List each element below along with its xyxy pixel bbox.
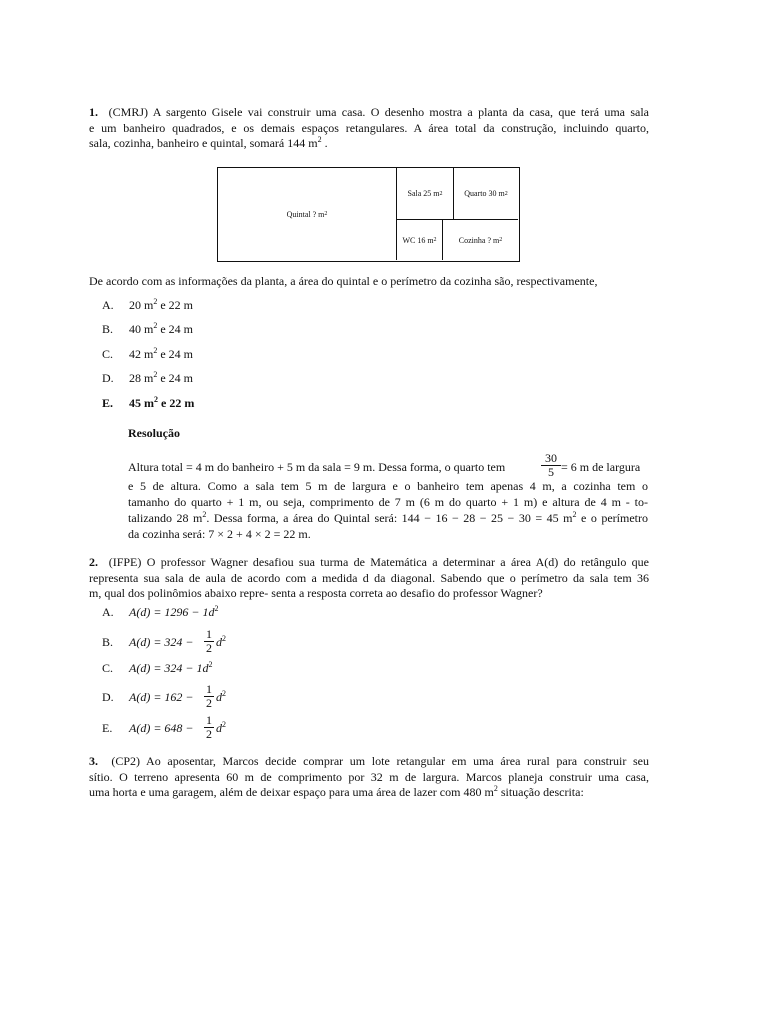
plan-wc: WC 16 m 2 — [397, 220, 443, 260]
question-text: A sargento Gisele vai construir uma casa. O desenho mostra a planta da casa, que terá uma sala — [152, 105, 650, 119]
resolution-title: Resolução — [128, 426, 180, 440]
question-number: 2. — [89, 555, 98, 569]
question-text: m, qual dos polinômios abaixo repre- senta a resposta correta ao desafio do professor Wagner? — [89, 586, 543, 600]
plan-sala: Sala 25 m 2 — [397, 168, 454, 220]
question-text: Ao aposentar, Marcos decide comprar um lote retangular em uma área rural para construir seu — [146, 754, 650, 768]
question-text: e um banheiro quadrados, e os demais espaços retangulares. A área total da construção, incluindo quarto, — [89, 120, 649, 135]
resolution-line-5: da cozinha será: 7 × 2 + 4 × 2 = 22 m. — [128, 527, 311, 541]
house-plan-diagram — [217, 167, 520, 262]
question-source: (CMRJ) — [108, 105, 149, 119]
question-text: sala, cozinha, banheiro e quintal, somará 144 m — [89, 136, 318, 150]
plan-quarto: Quarto 30 m 2 — [454, 168, 518, 220]
question-text: representa sua sala de aula de acordo com a medida d da diagonal. Sabendo que o perímetro da sala tem 36 — [89, 570, 649, 585]
fraction-30-5: $\frac{30}{5}$ — [541, 452, 561, 479]
question-text: sítio. O terreno apresenta 60 m de comprimento por 32 m de largura. Marcos planeja construir uma casa, — [89, 769, 649, 784]
resolution-line-1: Altura total = 4 m do banheiro + 5 m da sala = 9 m. Dessa forma, o quarto tem $\frac{30}{5}$ = 6 m de largura — [128, 451, 641, 479]
question-1: 1. (CMRJ) A sargento Gisele vai construir uma casa. O desenho mostra a planta da casa, que terá uma sala e um banheiro quadrados, e os demais espaços retangulares. A área total da construção, incluindo quarto, sala, cozinha, banheiro e quintal, somará 144 $m^2$ . — [89, 105, 650, 150]
resolution-line-4: talizando 28 $m^2$. Dessa forma, a área do Quintal será: 144 − 16 − 28 − 25 − 30 = 45 $m^2$ e o perímetro — [128, 510, 648, 525]
question-number: 3. — [89, 754, 98, 768]
document-page: 1. (CMRJ) A sargento Gisele vai construir uma casa. O desenho mostra a planta da casa, que terá uma sala e um banheiro quadrados, e os demais espaços retangulares. A área total da construção, incluindo quarto, sala, cozinha, banheiro e quintal, somará 144 $m^2$ . Quintal ? m 2 Sala 25 m 2 Quarto 30 m 2 WC 16 m 2 Cozinha ? m 2 De acordo com as informações da planta, a área do quintal e o perímetro da cozinha são, respectivamente, A. 20 $m^2$ e 22 m B. 40 $m^2$ e 24 m C. 42 $m^2$ e 24 m D. 28 $m^2$ e 24 m E. 45 $m^2$ e 22 m Resolução Altura total = 4 m do banheiro + 5 m da sala = 9 m. Dessa forma, o quarto tem $\frac{30}{5}$ = 6 m de largura e 5 de altura. Como a sala tem 5 m de largura e o banheiro tem apenas 4 m, a cozinha tem o tamanho do quarto + 1 m, ou seja, comprimento de 7 m (6 m do quarto + 1 m) e altura de 4 m - to- talizando 28 $m^2$. Dessa forma, a área do Quintal será: 144 − 16 − 28 − 25 − 30 = 45 $m^2$ e o perímetro da cozinha será: 7 × 2 + 4 × 2 = 22 m. 2. (IFPE) O professor Wagner desafiou sua turma de Matemática a determinar a área A(d) do retângulo que representa sua sala de aula de acordo com a medida d da diagonal. Sabendo que o perímetro da sala tem 36 m, qual dos polinômios abaixo repre- senta a resposta correta ao desafio do professor Wagner? A. $A(d) = 1296 - 1d^2$ B. A(d) = 324 − $\frac{1}{2}$ $d^2$ C. $A(d) = 324 - 1d^2$ D. A(d) = 162 − $\frac{1}{2}$ $d^2$ E. A(d) = 648 − $\frac{1}{2}$ $d^2$ 3. (CP2) Ao aposentar, Marcos decide comprar um lote retangular em uma área rural para construir seu sítio. O terreno apresenta 60 m de comprimento por 32 m de largura. Marcos planeja construir uma casa, uma horta e uma garagem, além de deixar espaço para uma área de lazer com 480 $m^2$ situação descrita: — [89, 105, 650, 799]
plan-quintal: Quintal ? m 2 — [218, 168, 397, 260]
question-prompt: De acordo com as informações da planta, a área do quintal e o perímetro da cozinha são, respectivamente, — [89, 274, 598, 288]
resolution-line-2: e 5 de altura. Como a sala tem 5 m de largura e o banheiro tem apenas 4 m, a cozinha tem o — [128, 479, 648, 493]
question-text: O professor Wagner desafiou sua turma de Matemática a determinar a área A(d) do retângulo que — [146, 555, 650, 569]
question-text: uma horta e uma garagem, além de deixar espaço para uma área de lazer com 480 m — [89, 785, 494, 799]
plan-cozinha: Cozinha ? m 2 — [458, 235, 503, 245]
question-number: 1. — [89, 105, 98, 119]
question-3: 3. (CP2) Ao aposentar, Marcos decide comprar um lote retangular em uma área rural para construir seu sítio. O terreno apresenta 60 m de comprimento por 32 m de largura. Marcos planeja construir uma casa, uma horta e uma garagem, além de deixar espaço para uma área de lazer com 480 $m^2$ situação descrita: — [89, 754, 650, 799]
question-2 — [89, 555, 649, 602]
question-source: (CP2) — [111, 754, 141, 768]
question-source: (IFPE) — [108, 555, 142, 569]
resolution-line-3: tamanho do quarto + 1 m, ou seja, comprimento de 7 m (6 m do quarto + 1 m) e altura de 4 m - to- — [128, 495, 648, 509]
